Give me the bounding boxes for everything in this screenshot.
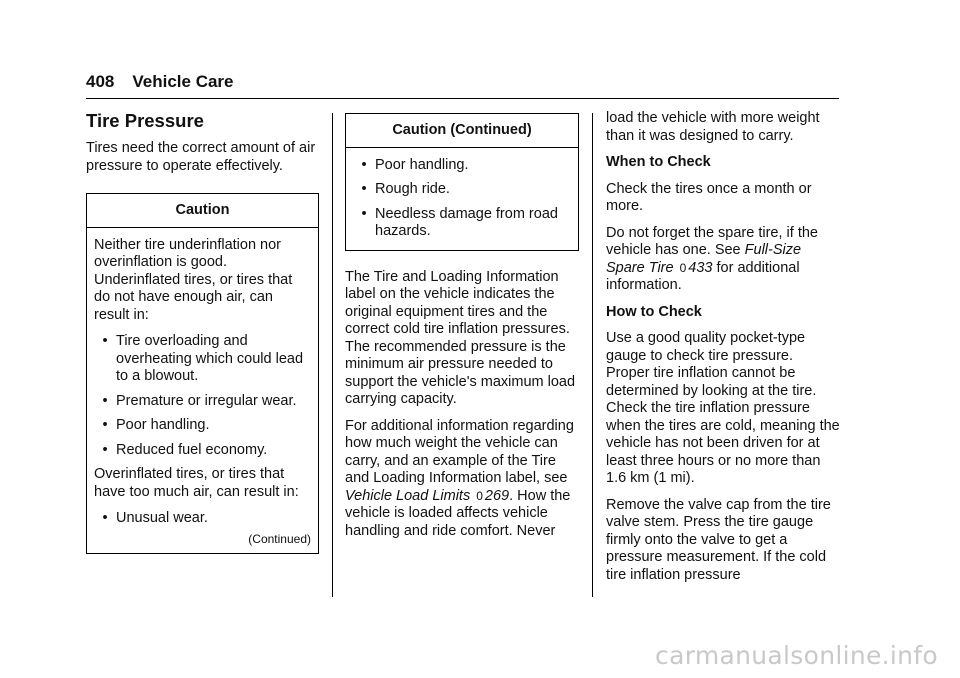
list-item: • Unusual wear. bbox=[102, 510, 208, 526]
column-divider bbox=[332, 113, 333, 597]
intro-paragraph: Tires need the correct amount of air pressure to operate effectively. bbox=[86, 140, 316, 174]
section-title: Vehicle Care bbox=[132, 72, 234, 91]
xref-page[interactable]: 433 bbox=[688, 259, 713, 276]
list-item: • Poor handling. bbox=[361, 156, 469, 173]
xref-arrow-icon: 0 bbox=[476, 488, 483, 503]
xref-page[interactable]: 269 bbox=[484, 487, 510, 504]
list-item: • Tire overloading and overheating which could lead to a blowout. bbox=[102, 333, 304, 384]
paragraph-xref: Do not forget the spare tire, if the vehicle has one. See Full-Size Spare Tire 0 433 for additional information. bbox=[606, 224, 818, 293]
column-2 bbox=[345, 113, 579, 549]
list-item: • Premature or irregular wear. bbox=[102, 392, 297, 409]
section-heading: Tire Pressure bbox=[86, 110, 204, 131]
list-item: • Needless damage from road hazards. bbox=[361, 205, 558, 239]
page-header bbox=[86, 72, 234, 92]
xref-link[interactable]: Full-Size Spare Tire bbox=[606, 242, 802, 276]
caution-continued-box bbox=[345, 113, 579, 251]
watermark: carmanualsonline.info bbox=[655, 641, 938, 670]
caution-text: Neither tire underinflation nor overinflation is good. Underinflated tires, or tires that do not have enough air, can result in: bbox=[94, 236, 293, 323]
caution-text-2: Overinflated tires, or tires that have too much air, can result in: bbox=[94, 466, 299, 500]
page-number: 408 bbox=[86, 72, 115, 91]
caution-box bbox=[86, 193, 319, 554]
column-divider bbox=[592, 113, 593, 597]
column-3 bbox=[606, 110, 840, 593]
list-item: • Poor handling. bbox=[102, 417, 210, 433]
header-rule bbox=[86, 98, 839, 99]
paragraph: load the vehicle with more weight than it was designed to carry. bbox=[606, 110, 820, 144]
xref-arrow-icon: 0 bbox=[679, 260, 687, 275]
list-item: • Rough ride. bbox=[361, 181, 450, 197]
continued-label: (Continued) bbox=[248, 531, 311, 546]
subheading-how: How to Check bbox=[606, 303, 702, 320]
paragraph: Check the tires once a month or more. bbox=[606, 180, 812, 214]
subheading-when: When to Check bbox=[606, 154, 711, 170]
paragraph: The Tire and Loading Information label on the vehicle indicates the original equipment tires and the correct cold tire inflation pressures. The recommended pressure is the minimum air pressure needed to support the vehicle's maximum load carrying capacity. bbox=[345, 268, 576, 407]
paragraph: Remove the valve cap from the tire valve stem. Press the tire gauge firmly onto the valve to get a pressure measurement. If the cold tire inflation pressure bbox=[606, 496, 831, 583]
paragraph-xref: For additional information regarding how much weight the vehicle can carry, and an example of the Tire and Loading Information label, see Vehicle Load Limits 0 269. How the vehicle is loaded affects vehicle handling and ride comfort. Never bbox=[345, 417, 574, 539]
caution-continued-title: Caution (Continued) bbox=[346, 114, 578, 148]
paragraph: Use a good quality pocket-type gauge to check tire pressure. Proper tire inflation cannot be determined by looking at the tire. Check the tire inflation pressure when the tires are cold, meaning the vehicle has not been driven for at least three hours or no more than 1.6 km (1 mi). bbox=[606, 330, 840, 486]
caution-title: Caution bbox=[87, 194, 318, 228]
list-item: • Reduced fuel economy. bbox=[102, 441, 268, 458]
column-1 bbox=[86, 110, 319, 554]
xref-link[interactable]: Vehicle Load Limits bbox=[345, 487, 471, 504]
